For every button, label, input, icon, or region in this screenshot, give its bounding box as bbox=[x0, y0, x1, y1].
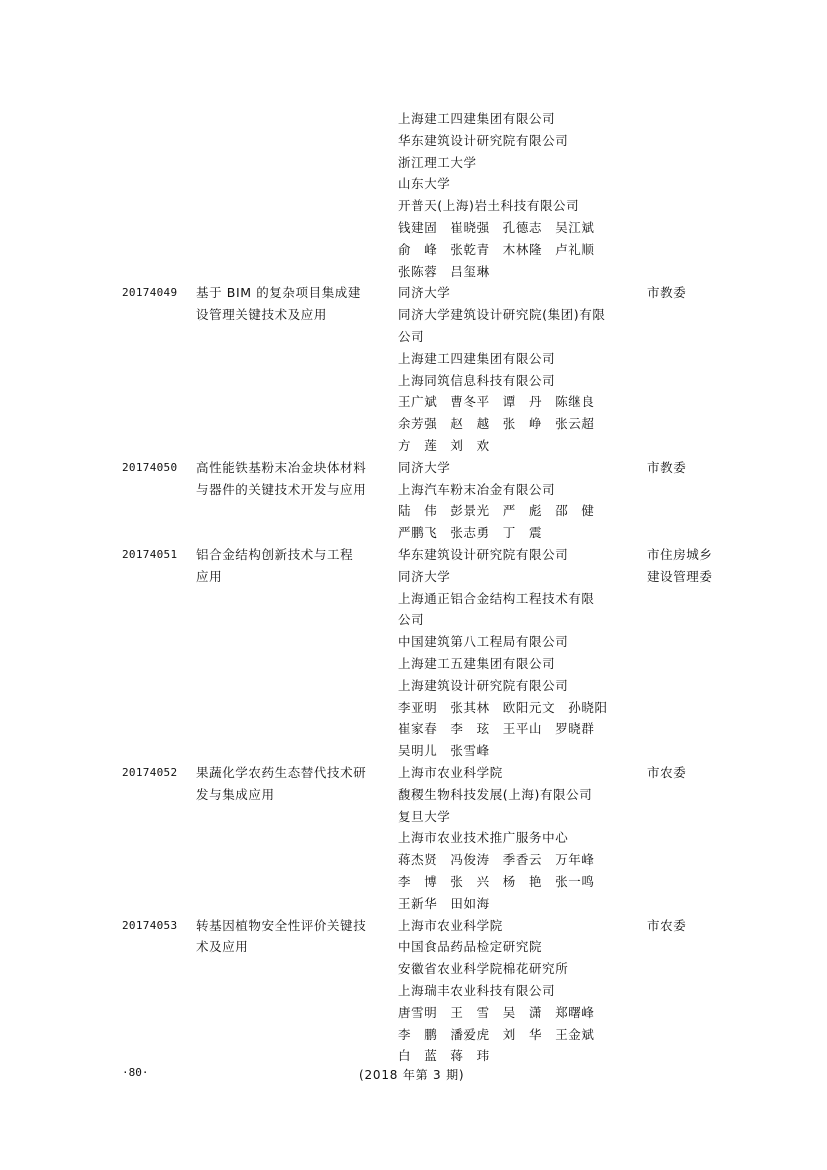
unit-line: 李 鹏 潘爱虎 刘 华 王金斌 bbox=[398, 1026, 595, 1042]
unit-line: 吴明儿 张雪峰 bbox=[398, 743, 490, 759]
unit-line: 馥稷生物科技发展(上海)有限公司 bbox=[398, 786, 593, 802]
unit-line: 上海市农业技术推广服务中心 bbox=[398, 830, 569, 846]
unit-line: 上海汽车粉末冶金有限公司 bbox=[398, 481, 556, 497]
recommender-line: 市住房城乡 bbox=[647, 547, 713, 562]
entry-code: 20174050 bbox=[122, 460, 178, 474]
recommender-line: 市教委 bbox=[647, 285, 687, 301]
unit-line: 陆 伟 彭景光 严 彪 邵 健 bbox=[398, 503, 595, 519]
entry-code: 20174051 bbox=[122, 548, 178, 561]
unit-line: 钱建固 崔晓强 孔德志 吴江斌 bbox=[398, 220, 595, 235]
recommender-line: 市农委 bbox=[647, 917, 687, 933]
unit-line: 同济大学 bbox=[398, 568, 451, 584]
unit-line: 上海建工五建集团有限公司 bbox=[398, 656, 556, 671]
unit-line: 上海建工四建集团有限公司 bbox=[398, 350, 556, 366]
entry-code: 20174052 bbox=[122, 766, 178, 779]
entry-code: 20174053 bbox=[122, 918, 178, 932]
unit-line: 华东建筑设计研究院有限公司 bbox=[398, 132, 569, 148]
unit-line: 山东大学 bbox=[398, 176, 451, 192]
unit-line: 上海建筑设计研究院有限公司 bbox=[398, 677, 569, 693]
project-title-line: 设管理关键技术及应用 bbox=[196, 307, 328, 323]
unit-line: 俞 峰 张乾青 木林隆 卢礼顺 bbox=[398, 241, 595, 257]
unit-line: 上海瑞丰农业科技有限公司 bbox=[398, 983, 556, 998]
unit-line: 中国建筑第八工程局有限公司 bbox=[398, 634, 569, 650]
project-title-line: 发与集成应用 bbox=[196, 786, 275, 802]
project-title-line: 高性能铁基粉末冶金块体材料 bbox=[196, 459, 367, 475]
project-title-line: 应用 bbox=[196, 568, 223, 584]
project-title-line: 基于 BIM 的复杂项目集成建 bbox=[196, 285, 361, 301]
unit-line: 李亚明 张其林 欧阳元文 孙晓阳 bbox=[398, 699, 608, 715]
entry-code: 20174049 bbox=[122, 286, 178, 300]
recommender-line: 建设管理委 bbox=[647, 568, 713, 584]
unit-line: 公司 bbox=[398, 329, 425, 344]
unit-line: 复旦大学 bbox=[398, 808, 451, 824]
unit-line: 开普天(上海)岩土科技有限公司 bbox=[398, 198, 580, 214]
unit-line: 李 博 张 兴 杨 艳 张一鸣 bbox=[398, 874, 595, 889]
unit-line: 同济大学 bbox=[398, 459, 451, 475]
unit-line: 华东建筑设计研究院有限公司 bbox=[398, 547, 569, 562]
unit-line: 严鹏飞 张志勇 丁 震 bbox=[398, 525, 543, 541]
unit-line: 上海通正铝合金结构工程技术有限 bbox=[398, 590, 595, 606]
unit-line: 王新华 田如海 bbox=[398, 895, 490, 911]
unit-line: 王广斌 曹冬平 谭 丹 陈继良 bbox=[398, 394, 595, 410]
unit-line: 上海同筑信息科技有限公司 bbox=[398, 372, 556, 388]
issue-label: (2018 年第 3 期) bbox=[359, 1068, 465, 1082]
unit-line: 上海建工四建集团有限公司 bbox=[398, 111, 556, 126]
unit-line: 公司 bbox=[398, 612, 425, 628]
unit-line: 中国食品药品检定研究院 bbox=[398, 939, 543, 955]
recommender-line: 市教委 bbox=[647, 459, 687, 475]
unit-line: 张陈蓉 吕玺琳 bbox=[398, 263, 490, 279]
unit-line: 余芳强 赵 越 张 峥 张云超 bbox=[398, 416, 595, 432]
unit-line: 方 莲 刘 欢 bbox=[398, 438, 490, 453]
unit-line: 上海市农业科学院 bbox=[398, 917, 503, 933]
unit-line: 蒋杰贤 冯俊涛 季香云 万年峰 bbox=[398, 852, 595, 868]
project-title-line: 果蔬化学农药生态替代技术研 bbox=[196, 765, 367, 780]
unit-line: 上海市农业科学院 bbox=[398, 765, 503, 780]
unit-line: 同济大学 bbox=[398, 285, 451, 301]
unit-line: 同济大学建筑设计研究院(集团)有限 bbox=[398, 307, 606, 323]
unit-line: 崔家春 李 玹 王平山 罗晓群 bbox=[398, 721, 595, 737]
project-title-line: 与器件的关键技术开发与应用 bbox=[196, 481, 367, 497]
page-number: ·80· bbox=[122, 1066, 149, 1079]
project-title-line: 转基因植物安全性评价关键技 bbox=[196, 917, 367, 933]
unit-line: 白 蓝 蒋 玮 bbox=[398, 1048, 490, 1064]
project-title-line: 术及应用 bbox=[196, 939, 249, 955]
unit-line: 浙江理工大学 bbox=[398, 154, 477, 170]
recommender-line: 市农委 bbox=[647, 765, 687, 780]
project-title-line: 铝合金结构创新技术与工程 bbox=[196, 547, 354, 562]
unit-line: 唐雪明 王 雪 吴 潇 郑曙峰 bbox=[398, 1004, 595, 1020]
unit-line: 安徽省农业科学院棉花研究所 bbox=[398, 961, 569, 977]
